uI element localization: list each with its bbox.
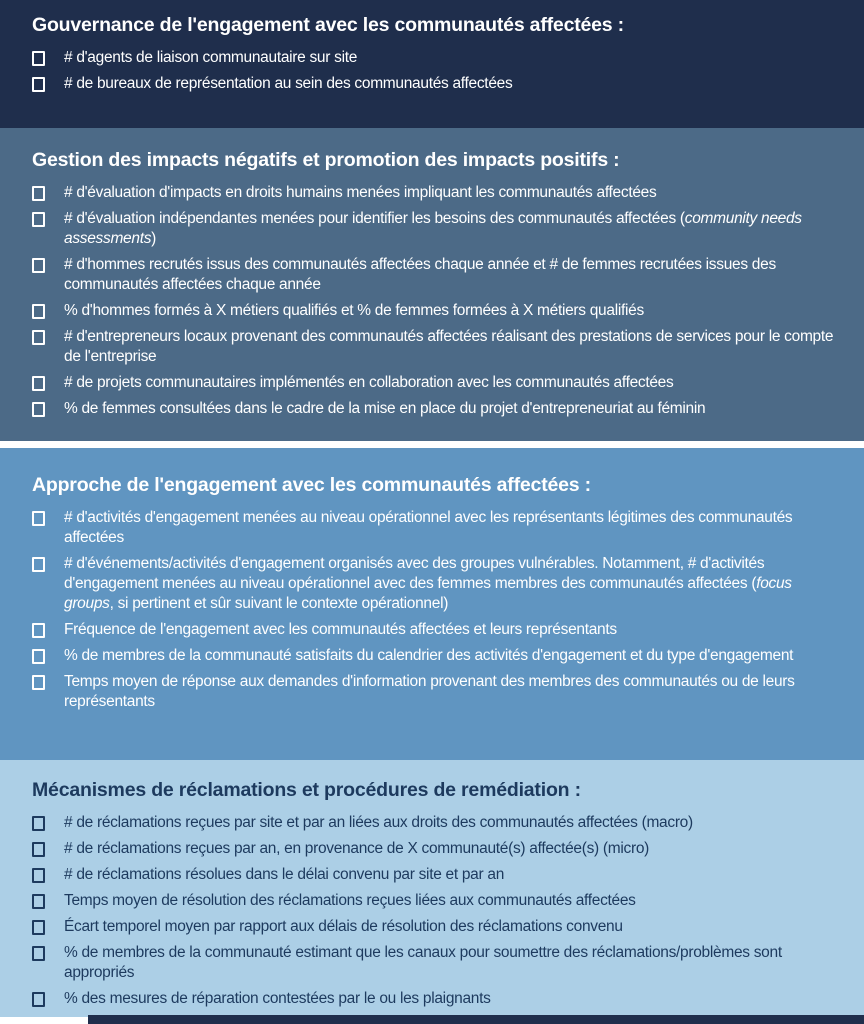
checkbox-icon[interactable] [32,330,45,345]
checklist-item [32,813,834,833]
checkbox-icon[interactable] [32,77,45,92]
checklist-item-text: Temps moyen de réponse aux demandes d'information provenant des membres des communautés ou de leurs représentants [64,673,795,710]
checklist-item-text: % de membres de la communauté satisfaits du calendrier des activités d'engagement et du type d'engagement [64,647,794,664]
checkbox-icon[interactable] [32,649,45,664]
checklist-item [32,917,834,937]
checklist-item [32,646,834,666]
checklist-item [32,373,834,393]
checklist-item [32,839,834,859]
section-governance [0,0,864,128]
checklist-item [32,327,834,367]
section-impacts [0,128,864,441]
checkbox-icon[interactable] [32,51,45,66]
checklist-item [32,74,834,94]
checklist-item-text: # d'activités d'engagement menées au niveau opérationnel avec les représentants légitimes des communautés affectées [64,509,793,546]
checkbox-icon[interactable] [32,992,45,1007]
section-mecanismes [0,760,864,1017]
checklist-item-text: % de femmes consultées dans le cadre de la mise en place du projet d'entrepreneuriat au féminin [64,400,706,417]
checkbox-icon[interactable] [32,920,45,935]
checklist-item-text: % d'hommes formés à X métiers qualifiés et % de femmes formées à X métiers qualifiés [64,302,644,319]
checklist-item-text: # d'hommes recrutés issus des communautés affectées chaque année et # de femmes recrutées issues des communautés affectées chaque année [64,256,776,293]
checklist-item [32,209,834,249]
checklist-item-text: # de réclamations reçues par an, en provenance de X communauté(s) affectée(s) (micro) [64,840,650,857]
checklist-item [32,255,834,295]
checklist-item [32,672,834,712]
checklist-item-text: % des mesures de réparation contestées par le ou les plaignants [64,990,491,1007]
checklist [32,48,834,94]
checkbox-icon[interactable] [32,186,45,201]
checklist-item [32,943,834,983]
checklist-item [32,989,834,1009]
checklist-item-text: # de projets communautaires implémentés en collaboration avec les communautés affectées [64,374,674,391]
checkbox-icon[interactable] [32,894,45,909]
checklist-item-text: # d'évaluation d'impacts en droits humains menées impliquant les communautés affectées [64,184,657,201]
checklist-item [32,891,834,911]
checklist-item [32,554,834,614]
checkbox-icon[interactable] [32,816,45,831]
checklist-item [32,183,834,203]
section-title: Gestion des impacts négatifs et promotion des impacts positifs : [32,149,620,171]
next-section-top-edge [88,1015,864,1024]
checklist [32,813,834,1009]
checklist-item-text: # d'entrepreneurs locaux provenant des communautés affectées réalisant des prestations de services pour le compte de l'entreprise [64,328,834,365]
checklist-item [32,508,834,548]
checklist-item-text: # d'agents de liaison communautaire sur site [64,49,358,66]
checklist-item [32,301,834,321]
checkbox-icon[interactable] [32,675,45,690]
checklist-item [32,399,834,419]
checkbox-icon[interactable] [32,557,45,572]
checklist-item [32,865,834,885]
checklist-item [32,48,834,68]
checkbox-icon[interactable] [32,511,45,526]
checklist-item-text: # de réclamations résolues dans le délai convenu par site et par an [64,866,505,883]
checklist-item-text: # d'évaluation indépendantes menées pour identifier les besoins des communautés affectées (community needs assessments) [64,210,802,247]
checkbox-icon[interactable] [32,376,45,391]
section-title: Gouvernance de l'engagement avec les communautés affectées : [32,14,624,36]
checkbox-icon[interactable] [32,868,45,883]
checklist-item-text: # de réclamations reçues par site et par an liées aux droits des communautés affectées (macro) [64,814,693,831]
checklist-item-text: % de membres de la communauté estimant que les canaux pour soumettre des réclamations/problèmes sont appropriés [64,944,782,981]
section-title: Mécanismes de réclamations et procédures de remédiation : [32,779,581,801]
checkbox-icon[interactable] [32,402,45,417]
section-title: Approche de l'engagement avec les communautés affectées : [32,474,591,496]
checkbox-icon[interactable] [32,623,45,638]
checklist [32,183,834,419]
checkbox-icon[interactable] [32,212,45,227]
checkbox-icon[interactable] [32,258,45,273]
checklist [32,508,834,712]
checklist-item-text: # d'événements/activités d'engagement organisés avec des groupes vulnérables. Notamment, # d'activités d'engagement menées au niveau opérationnel avec des femmes membres des communautés affectées (focus groups, si pertinent et sûr suivant le contexte opérationnel) [64,555,792,612]
checklist-item-text: # de bureaux de représentation au sein des communautés affectées [64,75,513,92]
section-approche [0,448,864,760]
checkbox-icon[interactable] [32,842,45,857]
checkbox-icon[interactable] [32,946,45,961]
checkbox-icon[interactable] [32,304,45,319]
checklist-item [32,620,834,640]
checklist-item-text: Temps moyen de résolution des réclamations reçues liées aux communautés affectées [64,892,636,909]
checklist-item-text: Fréquence de l'engagement avec les communautés affectées et leurs représentants [64,621,617,638]
section-divider [0,441,864,448]
checklist-item-text: Écart temporel moyen par rapport aux délais de résolution des réclamations convenu [64,918,623,935]
